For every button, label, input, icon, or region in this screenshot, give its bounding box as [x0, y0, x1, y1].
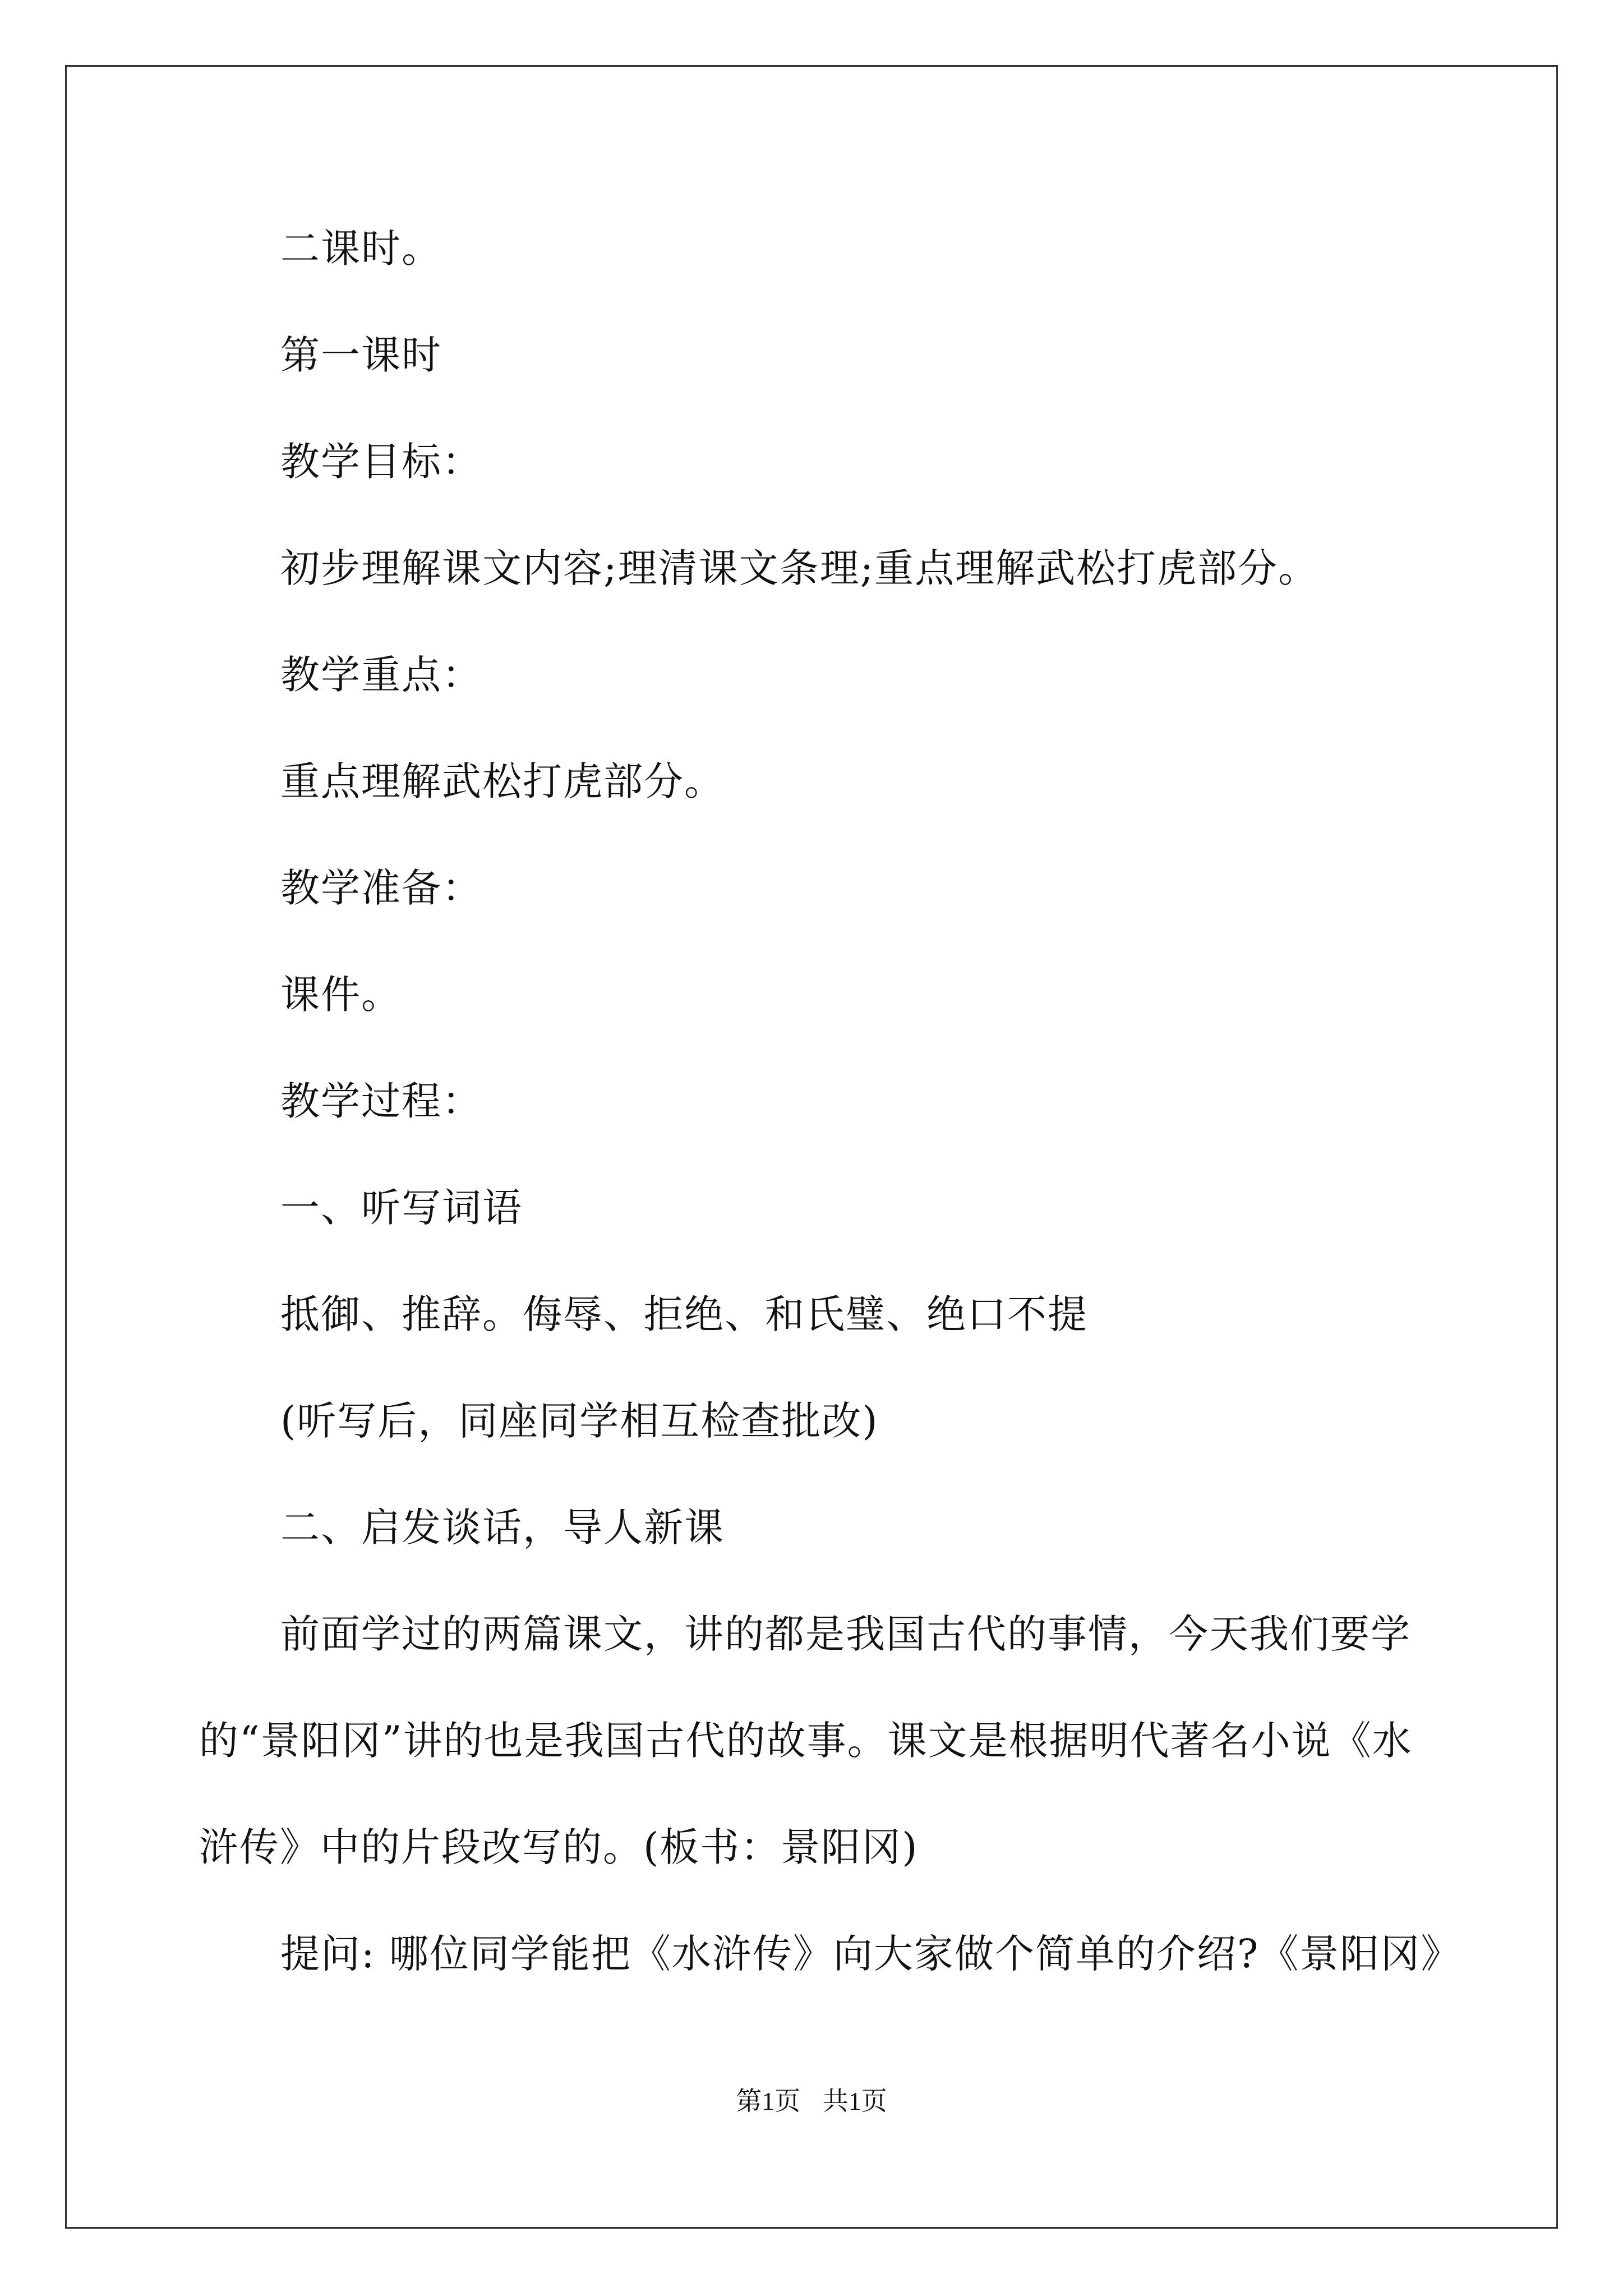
- text-line: 教学重点：: [280, 652, 482, 698]
- text-line: 的“景阳冈”讲的也是我国古代的故事。课文是根据明代著名小说《水: [199, 1718, 1413, 1764]
- page-border: [65, 65, 1558, 2229]
- text-line: 教学目标：: [280, 439, 482, 485]
- section-heading: 第一课时: [280, 332, 442, 378]
- text-line: (听写后，同座同学相互检查批改): [280, 1398, 879, 1444]
- text-line: 课件。: [280, 972, 402, 1018]
- text-line: 前面学过的两篇课文，讲的都是我国古代的事情，今天我们要学: [280, 1611, 1411, 1657]
- text-line: 浒传》中的片段改写的。(板书：景阳冈): [199, 1824, 919, 1870]
- text-line: 重点理解武松打虎部分。: [280, 758, 725, 804]
- page-footer: [0, 2085, 1623, 2118]
- text-line: 抵御、推辞。侮辱、拒绝、和氏璧、绝口不提: [280, 1291, 1088, 1337]
- text-line: 二、启发谈话，导人新课: [280, 1504, 725, 1550]
- page-number: 第1页: [736, 2087, 801, 2115]
- text-line: 二课时。: [280, 226, 442, 272]
- text-line: 教学准备：: [280, 865, 482, 911]
- text-line: 教学过程：: [280, 1078, 482, 1124]
- text-line: 一、听写词语: [280, 1185, 523, 1231]
- text-line: 提问: 哪位同学能把《水浒传》向大家做个简单的介绍?《景阳冈》: [280, 1931, 1461, 1977]
- text-line: 初步理解课文内容;理清课文条理;重点理解武松打虎部分。: [280, 545, 1319, 591]
- page-total: 共1页: [822, 2087, 887, 2115]
